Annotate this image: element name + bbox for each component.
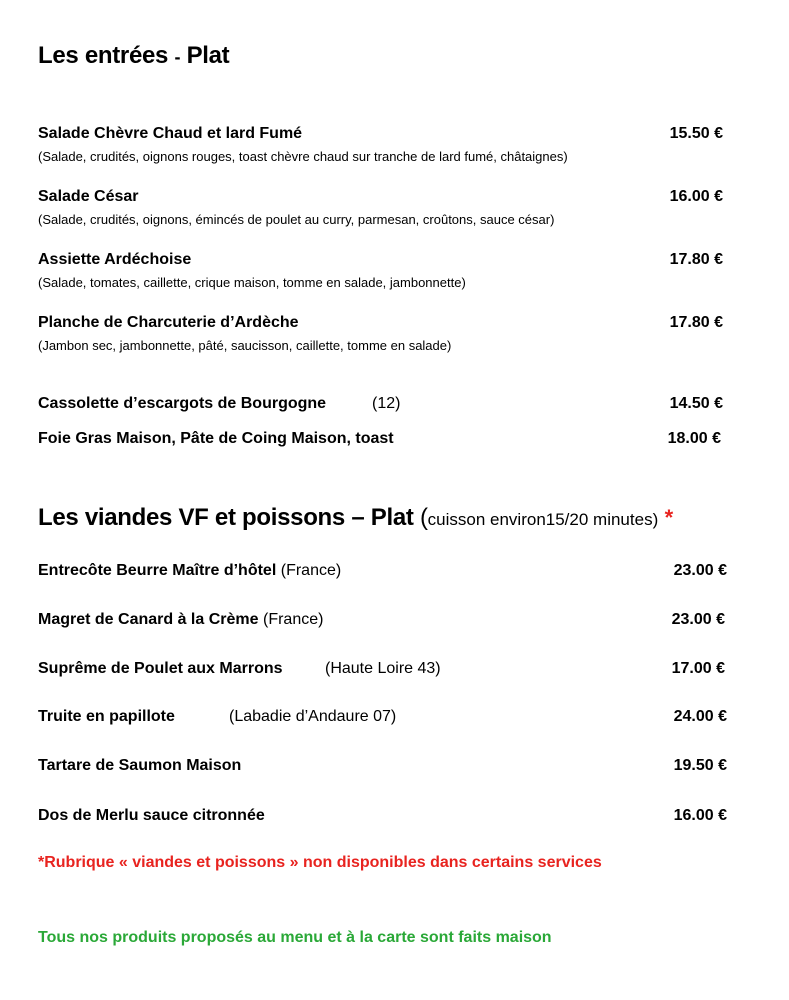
menu-item-name: Salade Chèvre Chaud et lard Fumé: [38, 125, 303, 142]
menu-item-price: 23.00 €: [673, 562, 727, 579]
menu-item-name: Truite en papillote: [38, 708, 175, 725]
entrees-title-suffix: Plat: [186, 42, 230, 69]
menu-item-name: Dos de Merlu sauce citronnée: [38, 807, 265, 824]
menu-item: [38, 562, 341, 580]
menu-item-price: 15.50 €: [669, 125, 723, 142]
menu-item-name: Planche de Charcuterie d’Ardèche: [38, 314, 299, 331]
menu-item-price: 14.50 €: [669, 395, 723, 412]
entrees-section-title: [38, 42, 229, 70]
menu-item-price: 18.00 €: [667, 430, 721, 447]
menu-item-description: (Jambon sec, jambonnette, pâté, saucisson, caillette, tomme en salade): [38, 338, 452, 353]
viandes-section-title: [38, 504, 673, 532]
menu-item-origin: (France): [262, 611, 324, 628]
menu-item-name: Salade César: [38, 188, 139, 205]
menu-item-price: 17.80 €: [669, 251, 723, 268]
viandes-cooking-note: cuisson environ15/20 minutes): [427, 510, 659, 529]
menu-item-name: Entrecôte Beurre Maître d’hôtel: [38, 562, 277, 579]
entrees-title: Les entrées: [38, 42, 169, 69]
menu-item-price: 17.80 €: [669, 314, 723, 331]
viandes-title-paren: (: [419, 504, 428, 531]
menu-item-name: Foie Gras Maison, Pâte de Coing Maison, toast: [38, 430, 394, 447]
menu-item-origin: (France): [280, 562, 342, 579]
menu-item-price: 24.00 €: [673, 708, 727, 725]
menu-item-name: Suprême de Poulet aux Marrons: [38, 660, 283, 677]
menu-item-origin: (Labadie d’Andaure 07): [229, 708, 397, 725]
menu-item: [38, 611, 323, 629]
asterisk-marker: *: [664, 505, 673, 530]
menu-item-description: (Salade, tomates, caillette, crique maison, tomme en salade, jambonnette): [38, 275, 466, 290]
menu-item-description: (Salade, crudités, oignons, émincés de poulet au curry, parmesan, croûtons, sauce césar): [38, 212, 555, 227]
menu-item-price: 19.50 €: [673, 757, 727, 774]
menu-item-price: 23.00 €: [671, 611, 725, 628]
menu-item-price: 16.00 €: [673, 807, 727, 824]
menu-item-name: Cassolette d’escargots de Bourgogne: [38, 395, 327, 412]
menu-item-origin: (Haute Loire 43): [325, 660, 441, 677]
menu-item-quantity: (12): [372, 395, 401, 412]
availability-note: *Rubrique « viandes et poissons » non disponibles dans certains services: [38, 854, 602, 871]
menu-item-name: Tartare de Saumon Maison: [38, 757, 242, 774]
menu-item-name: Assiette Ardéchoise: [38, 251, 192, 268]
menu-item-price: 16.00 €: [669, 188, 723, 205]
menu-item-name: Magret de Canard à la Crème: [38, 611, 259, 628]
menu-item-price: 17.00 €: [671, 660, 725, 677]
viandes-title: Les viandes VF et poissons – Plat: [38, 504, 414, 531]
homemade-note: Tous nos produits proposés au menu et à la carte sont faits maison: [38, 929, 552, 946]
entrees-title-separator: -: [174, 47, 181, 67]
menu-item-description: (Salade, crudités, oignons rouges, toast chèvre chaud sur tranche de lard fumé, châtaignes): [38, 149, 568, 164]
